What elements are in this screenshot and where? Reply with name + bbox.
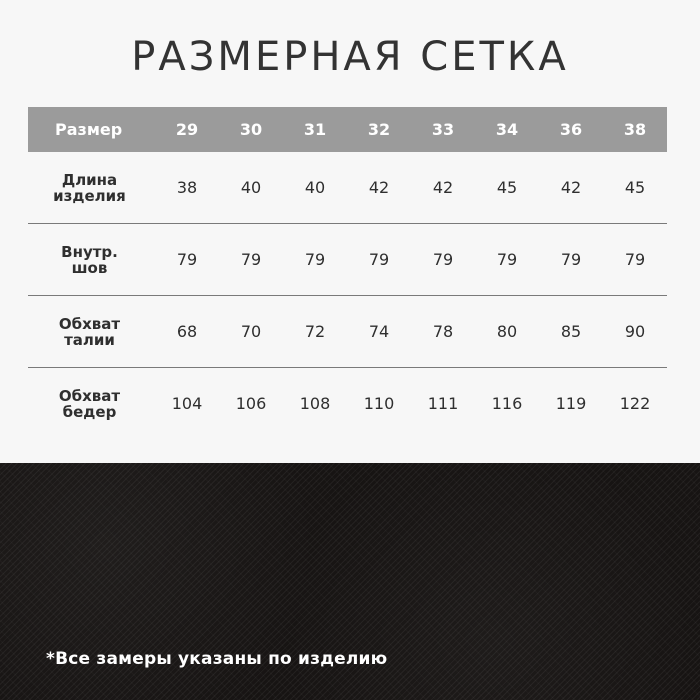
table-row [28, 152, 667, 224]
header-size-cell: 31 [283, 107, 347, 152]
table-cell: 85 [539, 296, 603, 368]
table-header-row [28, 107, 667, 152]
header-size-cell: 30 [219, 107, 283, 152]
row-label-line: Обхват [58, 314, 121, 333]
table-cell: 45 [475, 152, 539, 224]
table-cell: 78 [411, 296, 475, 368]
table-cell: 74 [347, 296, 411, 368]
row-label [28, 296, 155, 368]
table-cell: 70 [219, 296, 283, 368]
table-cell: 79 [539, 224, 603, 296]
table-cell: 45 [603, 152, 667, 224]
row-label [28, 152, 155, 224]
table-cell: 79 [603, 224, 667, 296]
table-cell: 110 [363, 394, 395, 413]
table-cell: 90 [603, 296, 667, 368]
row-label-line: изделия [53, 186, 126, 205]
row-label-line: бедер [62, 402, 117, 421]
table-cell: 111 [427, 394, 459, 413]
row-label-line: шов [71, 258, 108, 277]
header-size-cell: 36 [539, 107, 603, 152]
page-title: РАЗМЕРНАЯ СЕТКА [131, 34, 569, 80]
table-cell: 42 [539, 152, 603, 224]
table-cell: 42 [411, 152, 475, 224]
table-row [28, 368, 667, 440]
table-cell: 116 [491, 394, 523, 413]
table-cell: 79 [219, 224, 283, 296]
table-cell: 119 [555, 394, 587, 413]
table-cell: 79 [347, 224, 411, 296]
header-size-cell: 34 [475, 107, 539, 152]
measurement-footnote: *Все замеры указаны по изделию [46, 649, 388, 669]
header-size-label: Размер [28, 107, 155, 152]
table-cell: 108 [299, 394, 331, 413]
row-label-line: Длина [61, 170, 118, 189]
table-cell: 42 [347, 152, 411, 224]
row-label [28, 224, 155, 296]
row-label-line: Внутр. [61, 242, 118, 261]
row-label [28, 368, 155, 440]
row-label-line: талии [64, 330, 115, 349]
table-cell: 38 [155, 152, 219, 224]
table-cell: 122 [619, 394, 651, 413]
header-size-cell: 38 [603, 107, 667, 152]
table-cell: 106 [235, 394, 267, 413]
table-cell: 80 [475, 296, 539, 368]
table-cell: 68 [155, 296, 219, 368]
table-cell: 79 [475, 224, 539, 296]
header-size-cell: 29 [155, 107, 219, 152]
table-cell: 104 [171, 394, 203, 413]
table-cell: 79 [155, 224, 219, 296]
table-cell: 79 [283, 224, 347, 296]
table-cell: 40 [219, 152, 283, 224]
table-row [28, 224, 667, 296]
size-table [28, 107, 667, 439]
header-size-cell: 32 [347, 107, 411, 152]
table-row [28, 296, 667, 368]
table-cell: 79 [411, 224, 475, 296]
row-label-line: Обхват [58, 386, 121, 405]
table-cell: 72 [283, 296, 347, 368]
header-size-cell: 33 [411, 107, 475, 152]
table-cell: 40 [283, 152, 347, 224]
